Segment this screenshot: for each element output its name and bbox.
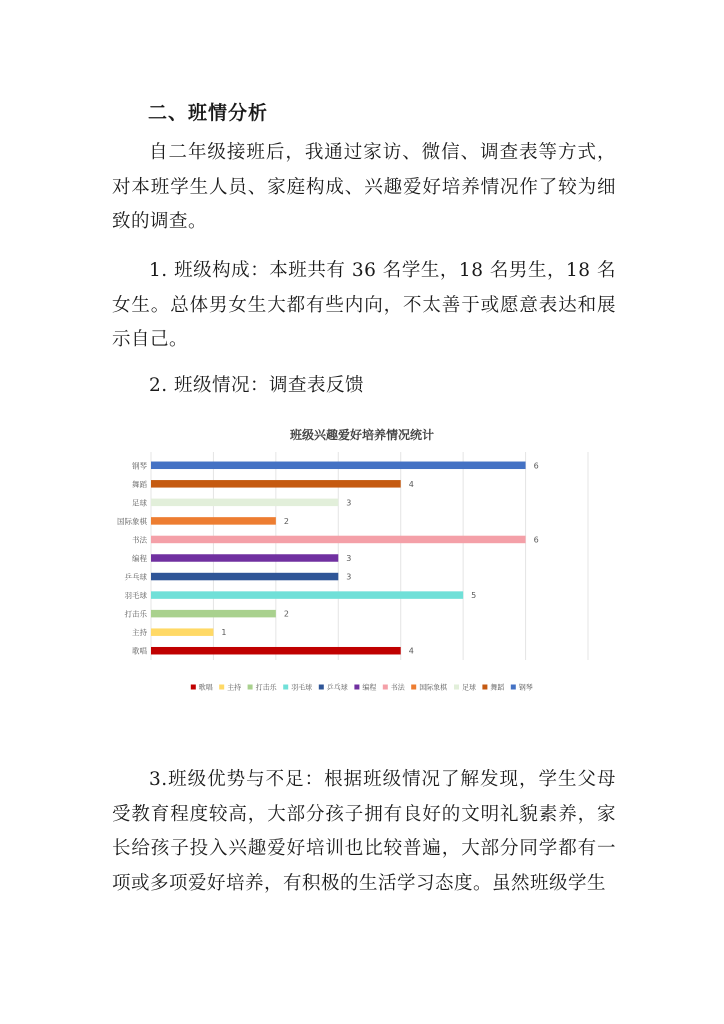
category-label: 书法 xyxy=(132,535,147,545)
chart-canvas xyxy=(112,420,612,710)
category-label: 舞蹈 xyxy=(132,479,147,489)
chart-title: 班级兴趣爱好培养情况统计 xyxy=(289,428,435,442)
category-label: 足球 xyxy=(132,498,147,508)
legend-swatch xyxy=(511,685,516,690)
legend-swatch xyxy=(219,685,224,690)
bar-10 xyxy=(151,647,401,655)
legend-swatch xyxy=(411,685,416,690)
legend-swatch xyxy=(191,685,196,690)
legend-swatch xyxy=(454,685,459,690)
category-label: 乒乓球 xyxy=(124,572,147,582)
legend-label: 编程 xyxy=(362,683,377,692)
category-label: 国际象棋 xyxy=(117,516,147,526)
legend-swatch xyxy=(354,685,359,690)
data-label: 6 xyxy=(533,535,539,545)
category-label: 羽毛球 xyxy=(124,591,147,601)
data-label: 2 xyxy=(283,516,289,526)
bar-1 xyxy=(151,480,401,488)
legend-label: 足球 xyxy=(462,683,476,692)
hobby-bar-chart xyxy=(112,420,612,710)
legend-swatch xyxy=(283,685,288,690)
legend-swatch xyxy=(482,685,487,690)
legend-label: 钢琴 xyxy=(518,683,533,692)
bar-2 xyxy=(151,499,338,507)
legend-swatch xyxy=(319,685,324,690)
category-label: 主持 xyxy=(132,628,147,638)
legend-label: 国际象棋 xyxy=(419,683,448,692)
bar-6 xyxy=(151,573,338,581)
paragraph-class-situation: 2. 班级情况：调查表反馈 xyxy=(149,375,365,396)
bar-0 xyxy=(151,462,526,470)
data-label: 3 xyxy=(346,572,352,582)
legend-label: 书法 xyxy=(390,683,405,692)
bar-4 xyxy=(151,536,526,544)
category-label: 钢琴 xyxy=(132,461,147,471)
data-label: 3 xyxy=(346,554,352,563)
legend-swatch xyxy=(248,685,253,690)
bar-3 xyxy=(151,517,276,525)
category-label: 打击乐 xyxy=(124,609,147,619)
data-label: 4 xyxy=(408,479,414,489)
data-label: 1 xyxy=(221,628,227,638)
paragraph-strengths-weaknesses: 3.班级优势与不足：根据班级情况了解发现，学生父母受教育程度较高，大部分孩子拥有良好的文明礼貌素养，家长给孩子投入兴趣爱好培训也比较普遍，大部分同学都有一项或多项爱好培养，有积极的生活学习态度。虽然班级学生 xyxy=(112,769,616,894)
data-label: 3 xyxy=(346,498,352,508)
bar-5 xyxy=(151,554,338,562)
category-label: 歌唱 xyxy=(132,646,147,656)
bar-7 xyxy=(151,591,463,599)
legend-label: 歌唱 xyxy=(198,683,213,692)
section-heading: 二、班情分析 xyxy=(148,102,269,124)
paragraph-class-composition: 1. 班级构成：本班共有 36 名学生，18 名男生，18 名女生。总体男女生大都有些内向，不太善于或愿意表达和展示自己。 xyxy=(112,260,616,350)
legend-label: 打击乐 xyxy=(255,683,277,692)
legend-label: 乒乓球 xyxy=(326,683,348,692)
legend-label: 舞蹈 xyxy=(490,683,505,692)
category-label: 编程 xyxy=(132,554,147,563)
data-label: 4 xyxy=(408,646,414,656)
paragraph-survey-intro: 自二年级接班后，我通过家访、微信、调查表等方式，对本班学生人员、家庭构成、兴趣爱好培养情况作了较为细致的调查。 xyxy=(112,142,616,232)
legend-swatch xyxy=(383,685,388,690)
bar-8 xyxy=(151,610,276,618)
data-label: 6 xyxy=(533,461,539,471)
data-label: 2 xyxy=(283,609,289,619)
bar-9 xyxy=(151,628,213,636)
legend-label: 主持 xyxy=(227,683,242,692)
legend-label: 羽毛球 xyxy=(291,683,313,692)
data-label: 5 xyxy=(471,591,477,601)
